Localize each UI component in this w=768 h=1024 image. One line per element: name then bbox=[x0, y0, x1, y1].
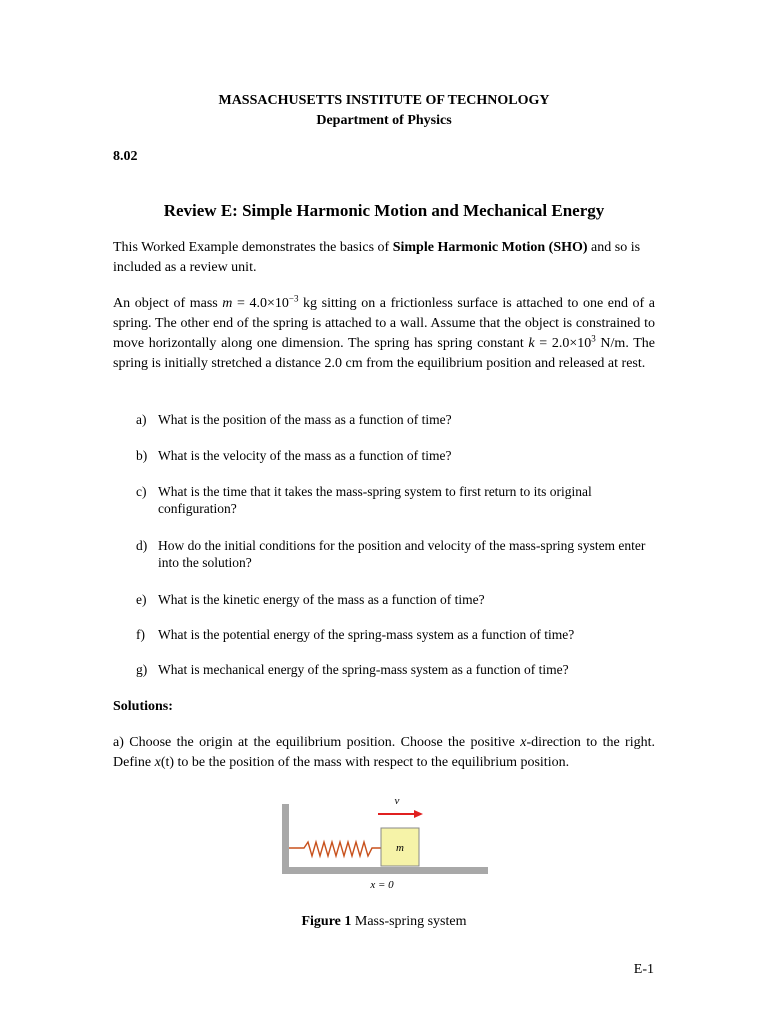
question-g bbox=[136, 661, 656, 678]
problem-text-3: . The spring is initially stretched a distance 2.0 cm from the equilibrium position and released at rest. bbox=[113, 336, 656, 371]
question-text: What is the velocity of the mass as a function of time? bbox=[158, 448, 452, 463]
origin-label: x = 0 bbox=[370, 879, 394, 891]
caption-text: Mass-spring system bbox=[351, 914, 467, 929]
velocity-arrow-head bbox=[414, 810, 423, 818]
wall bbox=[282, 804, 289, 874]
problem-text-2: sitting on a frictionless surface is attached to one end of a spring. The other end of the spring is attached to a wall. Assume that the object is constrained to move horizontally along one dimension. The spring has spring constant bbox=[113, 296, 656, 351]
problem-text-1: An object of mass bbox=[113, 296, 223, 311]
page-number: E-1 bbox=[633, 962, 654, 977]
figure-caption bbox=[0, 914, 768, 930]
intro-text-before: This Worked Example demonstrates the basics of bbox=[113, 240, 393, 255]
k-unit: N/m bbox=[595, 336, 626, 351]
question-letter: f) bbox=[136, 627, 145, 642]
question-a bbox=[136, 411, 656, 428]
question-text: What is the position of the mass as a function of time? bbox=[158, 412, 452, 427]
mass-symbol: m bbox=[222, 296, 233, 311]
question-letter: e) bbox=[136, 592, 147, 607]
mass-unit: kg bbox=[298, 296, 318, 311]
question-text: What is the kinetic energy of the mass as a function of time? bbox=[158, 592, 485, 607]
xt-argument: (t) bbox=[160, 755, 175, 770]
question-letter: g) bbox=[136, 662, 148, 677]
intro-paragraph bbox=[113, 238, 655, 278]
question-text: What is the potential energy of the spring-mass system as a function of time? bbox=[158, 627, 575, 642]
question-d bbox=[136, 537, 656, 571]
k-exponent: 3 bbox=[591, 333, 596, 344]
k-equation: = 2.0×10 bbox=[534, 336, 592, 351]
mass-label: m bbox=[396, 842, 404, 854]
solution-a-text-1: a) Choose the origin at the equilibrium position. Choose the positive bbox=[113, 735, 521, 750]
institution-heading: MASSACHUSETTS INSTITUTE OF TECHNOLOGY bbox=[218, 93, 550, 108]
solution-a-paragraph bbox=[113, 733, 655, 773]
question-letter: b) bbox=[136, 448, 148, 463]
solution-a-text-2: -direction to the right. Define bbox=[113, 735, 655, 770]
page-title: Review E: Simple Harmonic Motion and Mechanical Energy bbox=[163, 201, 605, 220]
question-letter: a) bbox=[136, 412, 147, 427]
intro-text-after: and so is included as a review unit. bbox=[113, 240, 641, 275]
question-text: What is mechanical energy of the spring-mass system as a function of time? bbox=[158, 662, 569, 677]
question-text: What is the time that it takes the mass-spring system to first return to its original configuration? bbox=[158, 484, 592, 516]
caption-label: Figure 1 bbox=[301, 914, 352, 929]
question-e bbox=[136, 591, 656, 608]
question-b bbox=[136, 447, 656, 464]
intro-bold-term: Simple Harmonic Motion (SHO) bbox=[392, 240, 588, 255]
k-symbol: k bbox=[528, 336, 535, 351]
mass-spring-figure bbox=[278, 796, 490, 896]
mass-exponent: −3 bbox=[288, 293, 299, 304]
solutions-heading: Solutions: bbox=[113, 699, 173, 714]
course-number: 8.02 bbox=[113, 149, 138, 164]
x-symbol: x bbox=[520, 735, 527, 750]
question-text: How do the initial conditions for the position and velocity of the mass-spring system enter into the solution? bbox=[158, 538, 646, 570]
floor bbox=[282, 867, 488, 874]
spring bbox=[289, 842, 381, 856]
question-c bbox=[136, 483, 656, 517]
mass-equation: = 4.0×10 bbox=[232, 296, 289, 311]
problem-paragraph bbox=[113, 294, 655, 374]
question-f bbox=[136, 626, 656, 643]
question-letter: d) bbox=[136, 538, 148, 553]
velocity-label: v bbox=[394, 796, 400, 807]
solution-a-text-3: to be the position of the mass with respect to the equilibrium position. bbox=[174, 755, 570, 770]
department-heading: Department of Physics bbox=[316, 113, 452, 128]
xt-symbol: x bbox=[154, 755, 161, 770]
question-letter: c) bbox=[136, 484, 147, 499]
